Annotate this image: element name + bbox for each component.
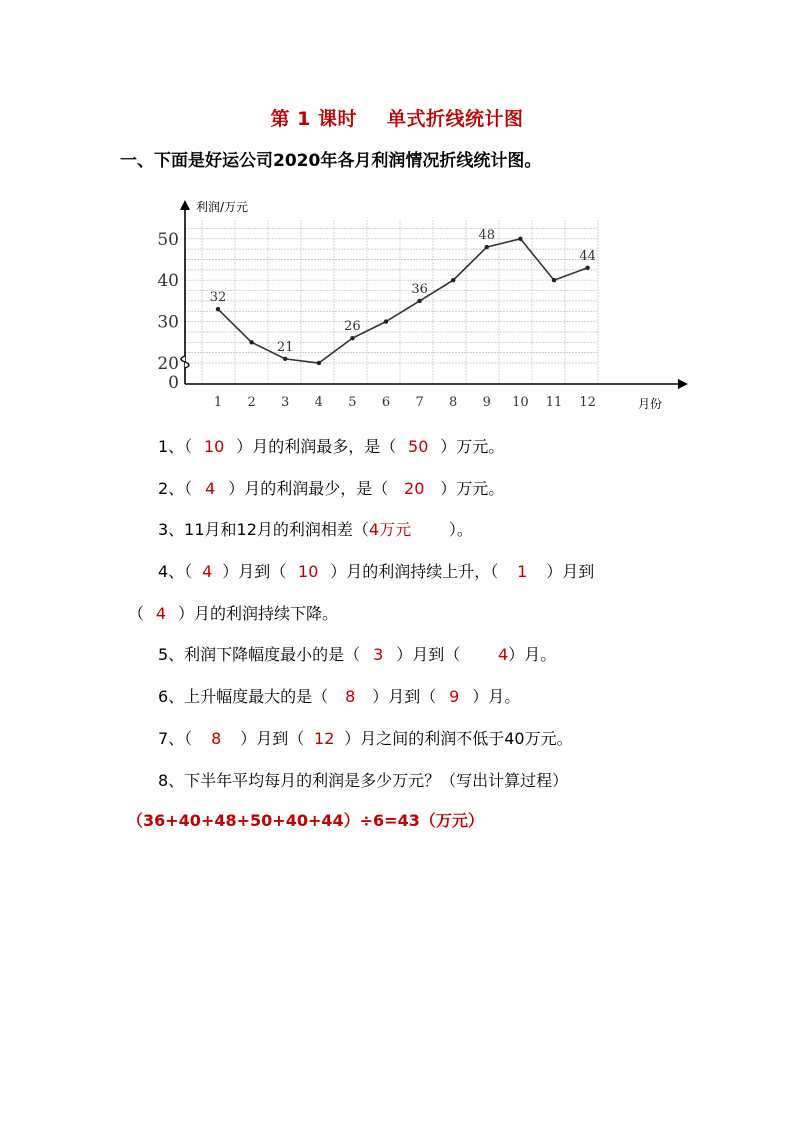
answer-blank: 8 — [345, 687, 356, 706]
x-tick-label: 9 — [482, 395, 491, 410]
answer-blank: 1 — [517, 562, 528, 581]
data-label: 21 — [276, 339, 294, 355]
answer-blank: 12 — [314, 729, 335, 748]
question-2: 2、（ 4 ）月的利润最少，是（ 20 ）万元。 — [158, 479, 505, 498]
x-axis-arrow — [678, 379, 688, 389]
x-tick-label: 2 — [247, 395, 256, 410]
answer-blank: 10 — [298, 562, 319, 581]
x-tick-label: 7 — [415, 395, 424, 410]
answer-blank: 4 — [498, 645, 509, 664]
data-point — [451, 278, 455, 282]
answer-blank: 50 — [408, 437, 429, 456]
answer-blank: 4万元 — [368, 520, 412, 539]
y-tick-label: 50 — [157, 229, 179, 250]
y-tick-label: 30 — [157, 312, 179, 333]
section-heading: 一、下面是好运公司2020年各月利润情况折线统计图。 — [120, 151, 542, 171]
answer-blank: 4 — [202, 562, 213, 581]
profit-line-chart — [150, 190, 695, 415]
y-tick-label: 20 — [157, 354, 179, 374]
question-3: 3、11月和12月的利润相差（4万元 ）。 — [158, 517, 473, 540]
x-tick-label: 12 — [579, 395, 596, 410]
y-axis-arrow — [180, 200, 190, 210]
data-point — [350, 336, 354, 340]
question-4: 4、（ 4 ）月到（ 10 ）月的利润持续上升，（ 1 ）月到 — [158, 562, 595, 581]
data-label: 44 — [579, 248, 596, 264]
data-point — [485, 245, 489, 249]
x-axis-label: 月份 — [638, 397, 663, 411]
data-label: 32 — [209, 290, 227, 306]
answer-blank: 10 — [204, 437, 225, 456]
answer-blank: 3 — [373, 645, 384, 664]
data-label: 48 — [478, 228, 496, 244]
question-7: 7、（ 8 ）月到（ 12 ）月之间的利润不低于40万元。 — [158, 729, 573, 748]
answer-blank: 4 — [155, 604, 167, 623]
x-tick-label: 5 — [348, 395, 357, 410]
answer-blank: 8 — [211, 729, 222, 748]
axis-break — [181, 356, 189, 368]
x-tick-label: 3 — [281, 395, 290, 410]
x-tick-label: 8 — [449, 395, 458, 410]
answer-blank: 4 — [205, 479, 216, 498]
lesson-number: 第 1 课时 — [270, 108, 357, 130]
y-tick-labels — [157, 230, 179, 393]
y-tick-label: 0 — [168, 373, 179, 393]
data-point — [552, 278, 556, 282]
x-tick-label: 1 — [213, 395, 223, 410]
data-point — [317, 361, 321, 365]
chart-grid — [185, 220, 598, 384]
data-point — [283, 357, 287, 361]
data-point — [585, 266, 589, 270]
x-tick-label: 4 — [314, 395, 323, 410]
lesson-topic: 单式折线统计图 — [386, 108, 524, 130]
data-label: 36 — [411, 281, 428, 297]
answer-formula: （36+40+48+50+40+44）÷6=43（万元） — [127, 811, 484, 830]
data-label: 26 — [344, 319, 361, 335]
x-tick-label: 11 — [545, 395, 563, 410]
question-8: 8、下半年平均每月的利润是多少万元？（写出计算过程） — [158, 771, 569, 790]
page-title — [0, 104, 794, 131]
x-tick-label: 10 — [512, 395, 529, 410]
y-axis-label: 利润/万元 — [196, 200, 249, 214]
data-point — [249, 340, 253, 344]
x-tick-labels — [214, 395, 596, 410]
question-6: 6、上升幅度最大的是（ 8 ）月到（ 9 ）月。 — [158, 687, 521, 706]
data-point — [216, 307, 220, 311]
question-1: 1、（ 10 ）月的利润最多，是（ 50 ）万元。 — [158, 437, 505, 456]
data-point — [384, 319, 388, 323]
answer-blank: 20 — [404, 479, 425, 498]
data-point — [518, 237, 522, 241]
question-4-continued: （ 4 ）月的利润持续下降。 — [128, 604, 339, 623]
question-5: 5、利润下降幅度最小的是（ 3 ）月到（ 4）月。 — [158, 645, 557, 664]
data-point — [417, 299, 421, 303]
x-tick-label: 6 — [381, 395, 391, 410]
answer-blank: 9 — [449, 687, 460, 706]
y-tick-label: 40 — [157, 271, 179, 292]
data-labels — [210, 228, 596, 355]
